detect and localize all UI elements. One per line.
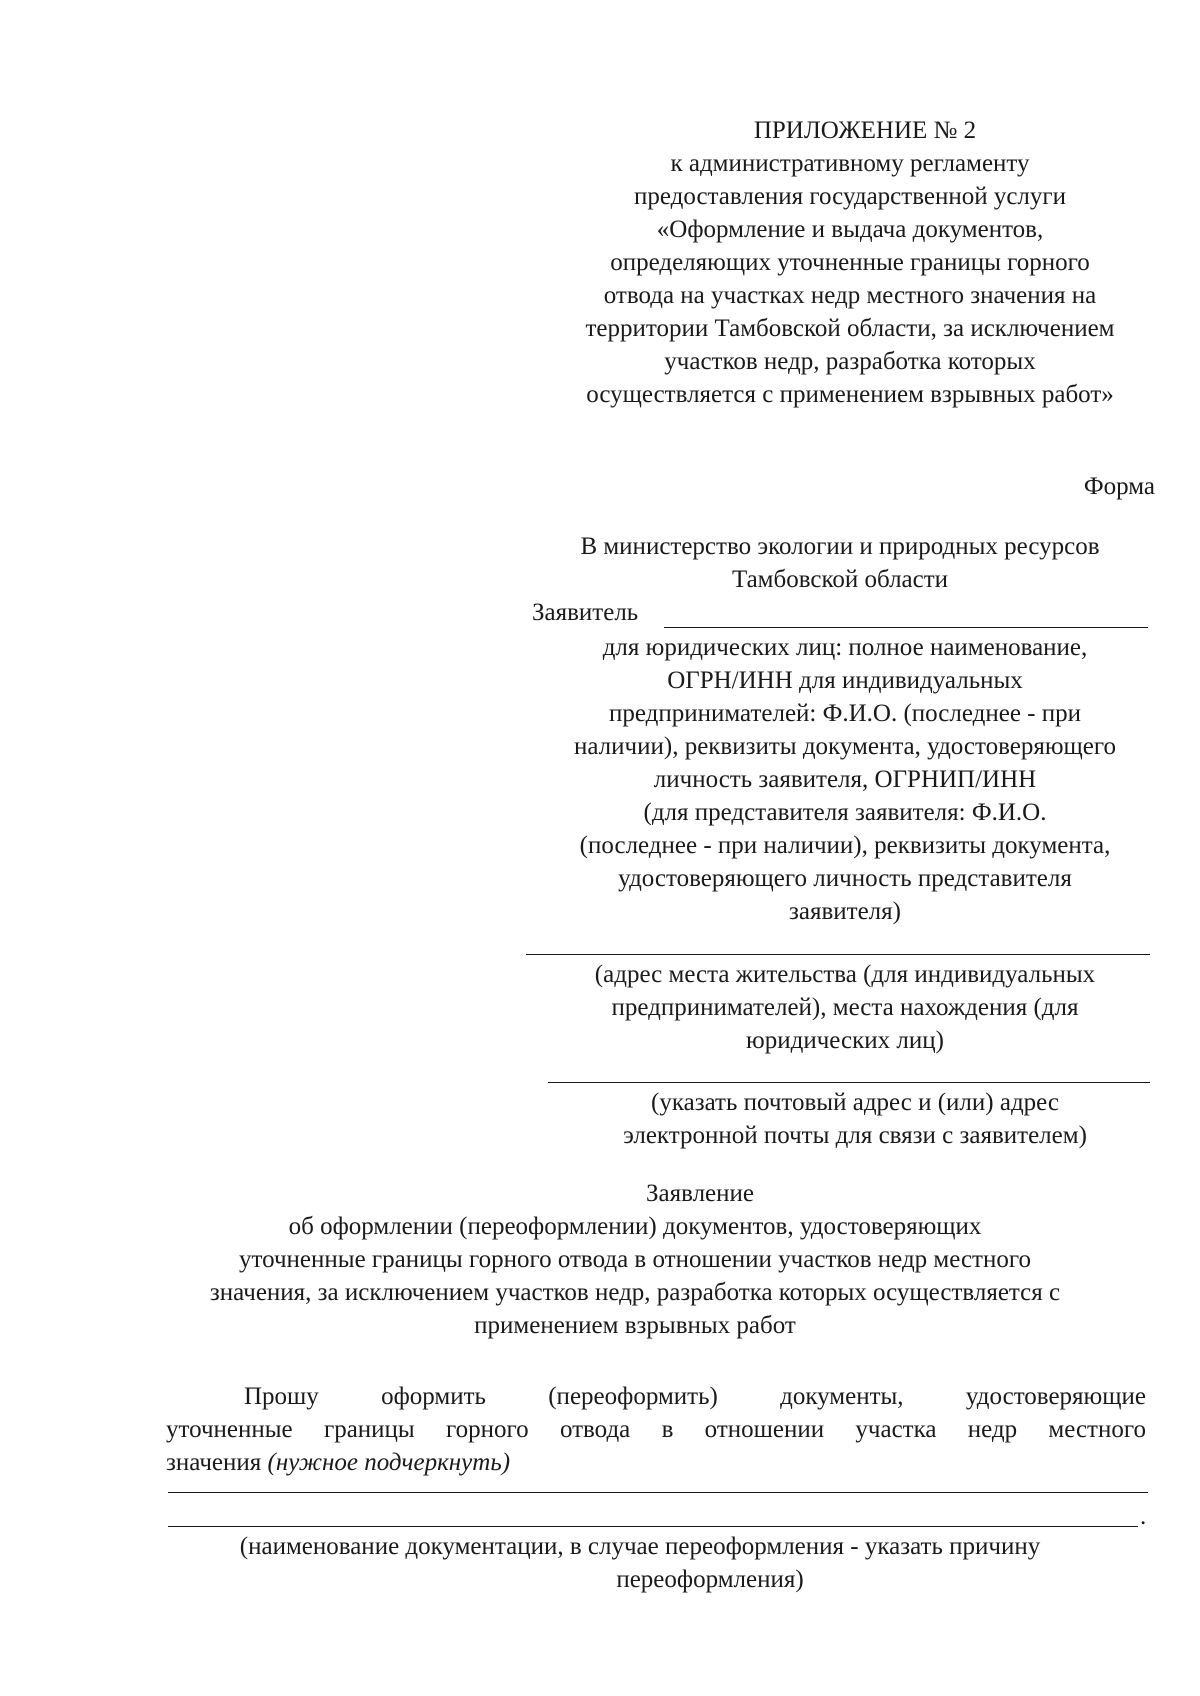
request-word: границы [323, 1416, 415, 1443]
annex-line-5: отвода на участках недр местного значения на [603, 282, 1097, 309]
documentation-hint [150, 1530, 1130, 1596]
recipient-block [520, 530, 1160, 596]
request-word: горного [446, 1416, 529, 1443]
documentation-field-line-1[interactable] [168, 1492, 1148, 1493]
request-word: удостоверяющие [965, 1383, 1146, 1410]
application-title: Заявление [645, 1180, 755, 1207]
documentation-hint-line-1: (наименование документации, в случае переоформления - указать причину [239, 1533, 1041, 1560]
applicant-hint-line-7: (последнее - при наличии), реквизиты документа, [579, 832, 1111, 859]
applicant-hint-line-1: для юридических лиц: полное наименование, [602, 634, 1088, 661]
applicant-hint-line-5: личность заявителя, ОГРНИП/ИНН [653, 766, 1037, 793]
applicant-hint-line-8: удостоверяющего личность представителя [618, 865, 1072, 892]
documentation-field-line-2[interactable] [168, 1526, 1138, 1527]
contact-hint [535, 1086, 1175, 1152]
contact-hint-line-2: электронной почты для связи с заявителем) [623, 1122, 1087, 1149]
applicant-hint-line-9: заявителя) [789, 898, 901, 925]
request-word: Прошу [244, 1383, 319, 1410]
applicant-hint-line-6: (для представителя заявителя: Ф.И.О. [643, 799, 1047, 826]
request-word: участка [855, 1416, 937, 1443]
request-word: отношении [704, 1416, 825, 1443]
applicant-field-line[interactable] [664, 627, 1148, 628]
applicant-label: Заявитель [532, 599, 639, 626]
request-line-3 [166, 1446, 1146, 1479]
request-line-1 [166, 1380, 1146, 1413]
annex-line-1: к административному регламенту [670, 150, 1030, 177]
application-subtitle-line-3: значения, за исключением участков недр, разработка которых осуществляется с [209, 1279, 1061, 1306]
form-label: Форма [1083, 473, 1155, 500]
contact-field-line[interactable] [548, 1082, 1150, 1083]
request-word: (переоформить) [548, 1383, 718, 1410]
application-subtitle [130, 1210, 1140, 1342]
recipient-line-1: В министерство экологии и природных ресурсов [580, 533, 1100, 560]
request-word: отвода [559, 1416, 631, 1443]
application-subtitle-line-1: об оформлении (переоформлении) документов, удостоверяющих [288, 1213, 982, 1240]
annex-title: ПРИЛОЖЕНИЕ № 2 [753, 117, 977, 144]
annex-line-4: определяющих уточненные границы горного [610, 249, 1090, 276]
address-hint [525, 958, 1165, 1057]
annex-line-6: территории Тамбовской области, за исключением [585, 315, 1115, 342]
request-word: в [661, 1416, 674, 1443]
applicant-hint-line-2: ОГРН/ИНН для индивидуальных [667, 667, 1023, 694]
applicant-hint-line-4: наличии), реквизиты документа, удостоверяющего [573, 733, 1117, 760]
request-paragraph [166, 1380, 1146, 1479]
request-line-3-start: значения [166, 1449, 262, 1476]
request-word: документы, [780, 1383, 904, 1410]
documentation-period: . [1140, 1503, 1147, 1530]
annex-line-7: участков недр, разработка которых [664, 348, 1036, 375]
request-word: местного [1048, 1416, 1146, 1443]
request-word: уточненные [166, 1416, 293, 1443]
annex-header [550, 114, 1150, 411]
annex-line-3: «Оформление и выдача документов, [656, 216, 1044, 243]
applicant-hint [525, 631, 1165, 928]
contact-hint-line-1: (указать почтовый адрес и (или) адрес [651, 1089, 1059, 1116]
application-subtitle-line-4: применением взрывных работ [474, 1312, 796, 1339]
recipient-line-2: Тамбовской области [731, 566, 949, 593]
request-note-italic: (нужное подчеркнуть) [267, 1449, 511, 1476]
application-subtitle-line-2: уточненные границы горного отвода в отношении участков недр местного [239, 1246, 1031, 1273]
annex-line-8: осуществляется с применением взрывных работ» [586, 381, 1114, 408]
request-line-2 [166, 1413, 1146, 1446]
request-word: недр [967, 1416, 1018, 1443]
request-word: оформить [381, 1383, 486, 1410]
documentation-hint-line-2: переоформления) [616, 1566, 804, 1593]
address-hint-line-1: (адрес места жительства (для индивидуальных [594, 961, 1096, 988]
address-hint-line-3: юридических лиц) [746, 1027, 944, 1054]
address-hint-line-2: предпринимателей), места нахождения (для [611, 994, 1079, 1021]
address-field-line[interactable] [526, 954, 1150, 955]
annex-line-2: предоставления государственной услуги [633, 183, 1067, 210]
applicant-hint-line-3: предпринимателей: Ф.И.О. (последнее - при [608, 700, 1082, 727]
